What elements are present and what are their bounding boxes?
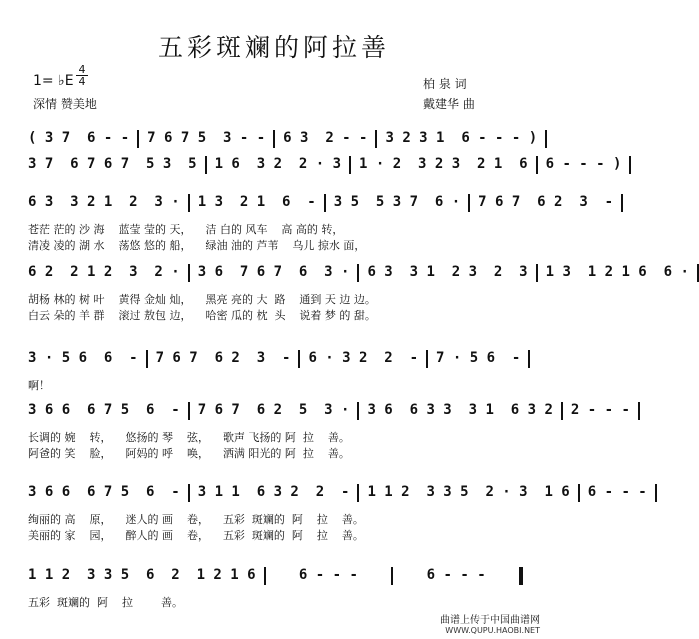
- measure: 3 5 5 3 7 6 ·: [333, 194, 461, 210]
- barline: [561, 402, 563, 420]
- barline: [146, 350, 148, 368]
- barline: [638, 402, 640, 420]
- measure: 7 · 5 6 -: [436, 350, 521, 366]
- measure: 3 2 3 1 6 - - - ): [385, 130, 538, 146]
- notation-row: [28, 156, 622, 174]
- barline: [205, 156, 207, 174]
- measure: 1 1 2 3 3 5 2 · 3 1 6: [367, 484, 570, 500]
- barline: [188, 194, 190, 212]
- barline: [536, 156, 538, 174]
- measure: 2 - - -: [570, 402, 630, 418]
- notation-row: [28, 567, 523, 585]
- watermark: [440, 611, 540, 635]
- composer-credit: 戴建华 曲: [423, 97, 475, 111]
- measure: 6 2 2 1 2 3 2 ·: [28, 264, 180, 280]
- notation-row: [28, 402, 630, 420]
- barline: [578, 484, 580, 502]
- lyricist-credit: 柏 泉 词: [423, 77, 467, 91]
- tempo-mood: 深情 赞美地: [33, 97, 97, 111]
- barline: [137, 130, 139, 148]
- lyric-line: [28, 527, 523, 543]
- lyric-text: 绚丽的 高 原， 迷人的 画 卷， 五彩 斑斓的 阿 拉 善。: [28, 513, 364, 526]
- lyric-text: 清凌 凌的 湖 水 荡悠 悠的 船， 绿油 油的 芦苇 乌儿 掠水 面，: [28, 239, 366, 252]
- measure: 3 7 6 7 6 7 5 3 5: [28, 156, 197, 172]
- barline: [264, 567, 266, 585]
- measure: 6 - - - ): [545, 156, 622, 172]
- lyric-text: 苍茫 茫的 沙 海 蓝莹 莹的 天， 洁 白的 风车 高 高的 转，: [28, 223, 344, 236]
- measure: 6 - - -: [587, 484, 647, 500]
- lyric-text: 啊！: [28, 379, 50, 392]
- measure: 3 6 6 6 7 5 6 -: [28, 402, 180, 418]
- measure: 7 6 7 6 2 3 -: [478, 194, 614, 210]
- barline: [629, 156, 631, 174]
- barline: [324, 194, 326, 212]
- barline: [536, 264, 538, 282]
- measure: ( 3 7 6 - -: [28, 130, 130, 146]
- measure: 1 6 3 2 2 · 3: [214, 156, 342, 172]
- barline: [357, 484, 359, 502]
- lyric-text: 长调的 婉 转， 悠扬的 琴 弦， 歌声 飞扬的 阿 拉 善。: [28, 431, 350, 444]
- notation-row: [28, 350, 523, 368]
- lyric-text: 美丽的 家 园， 醉人的 画 卷， 五彩 斑斓的 阿 拉 善。: [28, 529, 364, 542]
- measure: 3 6 7 6 7 6 3 ·: [197, 264, 350, 280]
- barline: [519, 567, 523, 585]
- song-title: 五彩斑斓的阿拉善: [157, 33, 390, 62]
- measure: 1 · 2 3 2 3 2 1 6: [359, 156, 528, 172]
- lyric-text: 白云 朵的 羊 群 滚过 敖包 边， 哈密 瓜的 枕 头 说着 梦 的 甜。: [28, 309, 376, 322]
- barline: [357, 402, 359, 420]
- barline: [621, 194, 623, 212]
- key-signature: 1= ♭E: [33, 73, 74, 89]
- measure: 6 3 3 2 1 2 3 ·: [28, 194, 180, 210]
- lyric-line: [28, 237, 523, 253]
- measure: 3 · 5 6 6 -: [28, 350, 138, 366]
- measure: 7 6 7 6 2 5 3 ·: [197, 402, 350, 418]
- measure: 3 6 6 6 7 5 6 -: [28, 484, 180, 500]
- notation-row: [28, 484, 647, 502]
- lyric-text: 五彩 斑斓的 阿 拉 善。: [28, 596, 183, 609]
- watermark-text: 曲谱上传于中国曲谱网: [440, 615, 540, 626]
- barline: [298, 350, 300, 368]
- barline: [188, 484, 190, 502]
- barline: [545, 130, 547, 148]
- lyric-line: [28, 307, 523, 323]
- barline: [375, 130, 377, 148]
- measure: 7 6 7 6 2 3 -: [155, 350, 291, 366]
- barline: [528, 350, 530, 368]
- notation-row: [28, 194, 614, 212]
- lyric-line: [28, 377, 523, 393]
- measure: 1 1 2 3 3 5 6 2 1 2 1 6: [28, 567, 256, 583]
- time-signature: [76, 64, 88, 87]
- barline: [468, 194, 470, 212]
- measure: 6 - - -: [426, 567, 486, 583]
- lyric-line: [28, 445, 523, 461]
- barline: [188, 402, 190, 420]
- lyric-line: [28, 291, 523, 307]
- time-denominator: 4: [78, 75, 86, 88]
- lyric-text: 胡杨 林的 树 叶 黄得 金灿 灿， 黑亮 亮的 大 路 通到 天 边 边。: [28, 293, 376, 306]
- lyric-line: [28, 594, 523, 610]
- measure: 6 · 3 2 2 -: [308, 350, 419, 366]
- notation-row: [28, 264, 689, 282]
- lyric-line: [28, 221, 523, 237]
- barline: [655, 484, 657, 502]
- measure: 3 6 6 3 3 3 1 6 3 2: [367, 402, 553, 418]
- time-numerator: 4: [78, 63, 86, 76]
- lyric-line: [28, 429, 523, 445]
- watermark-url: WWW.QUPU.HAOBI.NET: [445, 626, 540, 635]
- measure: 1 3 2 1 6 -: [197, 194, 316, 210]
- barline: [349, 156, 351, 174]
- barline: [391, 567, 393, 585]
- barline: [273, 130, 275, 148]
- barline: [426, 350, 428, 368]
- notation-row: [28, 130, 538, 148]
- measure: 6 3 2 - -: [283, 130, 368, 146]
- barline: [188, 264, 190, 282]
- measure: 1 3 1 2 1 6 6 ·: [545, 264, 689, 280]
- lyric-text: 阿爸的 笑 脸， 阿妈的 呼 唤， 洒满 阳光的 阿 拉 善。: [28, 447, 350, 460]
- measure: 6 - - -: [298, 567, 358, 583]
- measure: 6 3 3 1 2 3 2 3: [367, 264, 528, 280]
- measure: 3 1 1 6 3 2 2 -: [197, 484, 350, 500]
- lyric-line: [28, 511, 523, 527]
- barline: [357, 264, 359, 282]
- measure: 7 6 7 5 3 - -: [147, 130, 266, 146]
